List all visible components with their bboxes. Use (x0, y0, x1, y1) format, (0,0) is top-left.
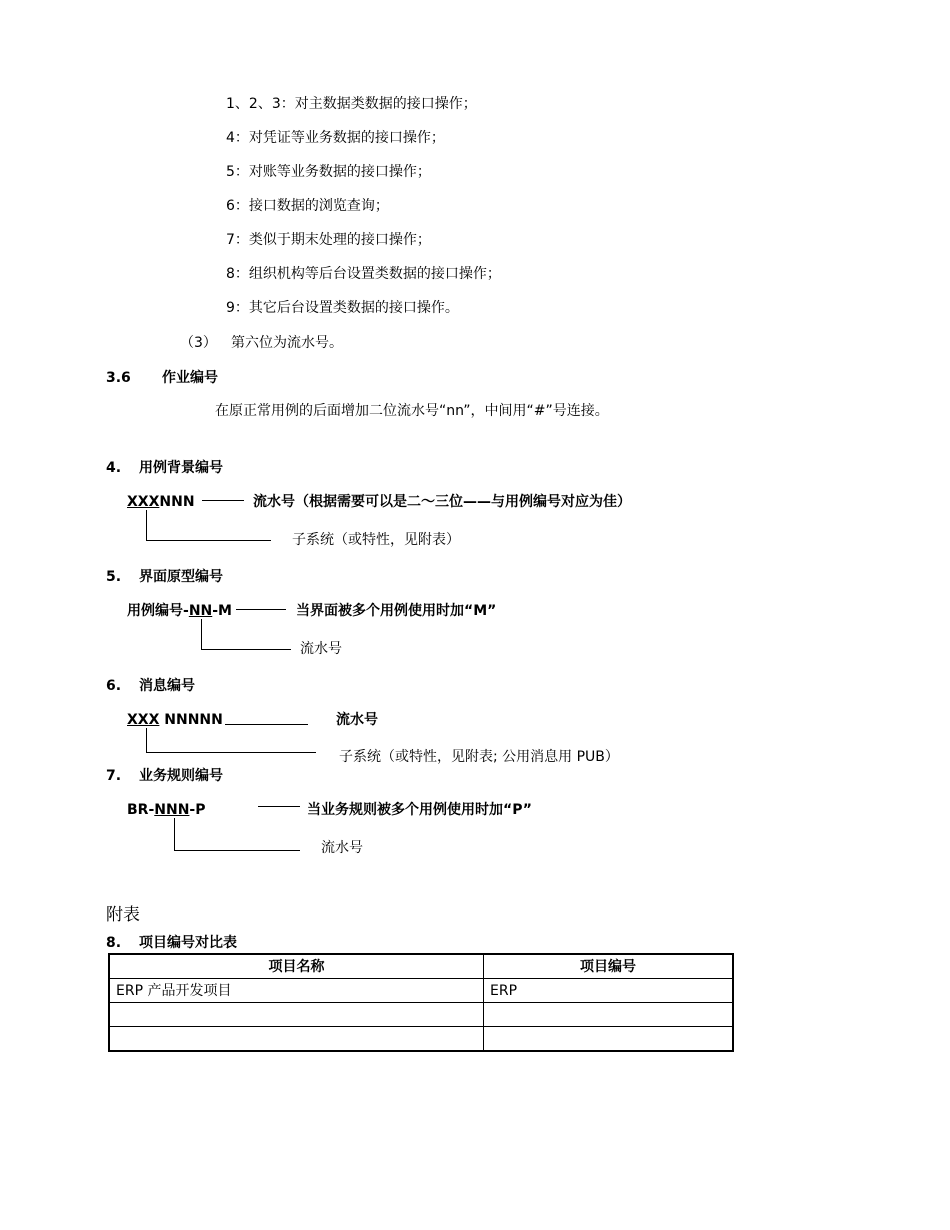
section-number: 8. (106, 935, 122, 951)
section-number: 7. (106, 768, 122, 784)
list-item: 6：接口数据的浏览查询； (226, 198, 389, 214)
annotation: 流水号 (336, 712, 378, 728)
section-number: 5. (106, 569, 122, 585)
connector-line (146, 752, 316, 753)
table-header-row (109, 954, 733, 979)
section-number: 6. (106, 678, 122, 694)
table-cell (484, 1003, 734, 1027)
connector-line (201, 649, 291, 650)
item3-number: （3） (180, 335, 217, 351)
table-row (109, 1003, 733, 1027)
item3-text: 第六位为流水号。 (231, 335, 343, 351)
annotation: 流水号 (321, 840, 363, 856)
list-item: 9：其它后台设置类数据的接口操作。 (226, 300, 459, 316)
section-body: 在原正常用例的后面增加二位流水号“nn”，中间用“#”号连接。 (215, 403, 609, 419)
connector-line (225, 724, 308, 725)
connector-line (146, 540, 271, 541)
list-item: 5：对账等业务数据的接口操作； (226, 164, 431, 180)
code-format: XXXNNN (127, 494, 195, 510)
connector-line (174, 818, 175, 850)
section-title: 用例背景编号 (139, 460, 223, 476)
list-item: 4：对凭证等业务数据的接口操作； (226, 130, 445, 146)
code-format: BR-NNN-P (127, 802, 206, 818)
annotation: 当业务规则被多个用例使用时加“P” (307, 802, 532, 818)
connector-line (258, 806, 300, 807)
annotation: 子系统（或特性，见附表; 公用消息用 PUB） (339, 749, 619, 765)
table-cell (109, 1003, 484, 1027)
annotation: 流水号（根据需要可以是二～三位——与用例编号对应为佳） (253, 494, 631, 510)
section-number: 4. (106, 460, 122, 476)
column-header: 项目名称 (109, 954, 484, 979)
annotation: 当界面被多个用例使用时加“M” (296, 603, 497, 619)
list-item: 7：类似于期末处理的接口操作； (226, 232, 431, 248)
annotation: 流水号 (300, 641, 342, 657)
connector-line (174, 850, 300, 851)
list-item: 1、2、3：对主数据类数据的接口操作； (226, 96, 477, 112)
column-header: 项目编号 (484, 954, 734, 979)
table-cell (484, 1027, 734, 1052)
table-cell: ERP 产品开发项目 (109, 979, 484, 1003)
section-title: 业务规则编号 (139, 768, 223, 784)
project-code-table (108, 953, 734, 1052)
section-title: 作业编号 (162, 370, 218, 386)
table-row (109, 1027, 733, 1052)
connector-line (236, 609, 286, 610)
connector-line (202, 500, 244, 501)
connector-line (146, 728, 147, 752)
list-item: 8：组织机构等后台设置类数据的接口操作； (226, 266, 501, 282)
appendix-title: 附表 (106, 905, 140, 925)
annotation: 子系统（或特性，见附表） (292, 532, 460, 548)
connector-line (146, 510, 147, 540)
section-title: 消息编号 (139, 678, 195, 694)
code-format: XXX NNNNN (127, 712, 223, 728)
section-title: 界面原型编号 (139, 569, 223, 585)
table-cell (109, 1027, 484, 1052)
section-number: 3.6 (106, 370, 131, 386)
table-cell: ERP (484, 979, 734, 1003)
code-format: 用例编号-NN-M (127, 603, 232, 619)
section-title: 项目编号对比表 (139, 935, 237, 951)
table-row (109, 979, 733, 1003)
connector-line (201, 619, 202, 649)
